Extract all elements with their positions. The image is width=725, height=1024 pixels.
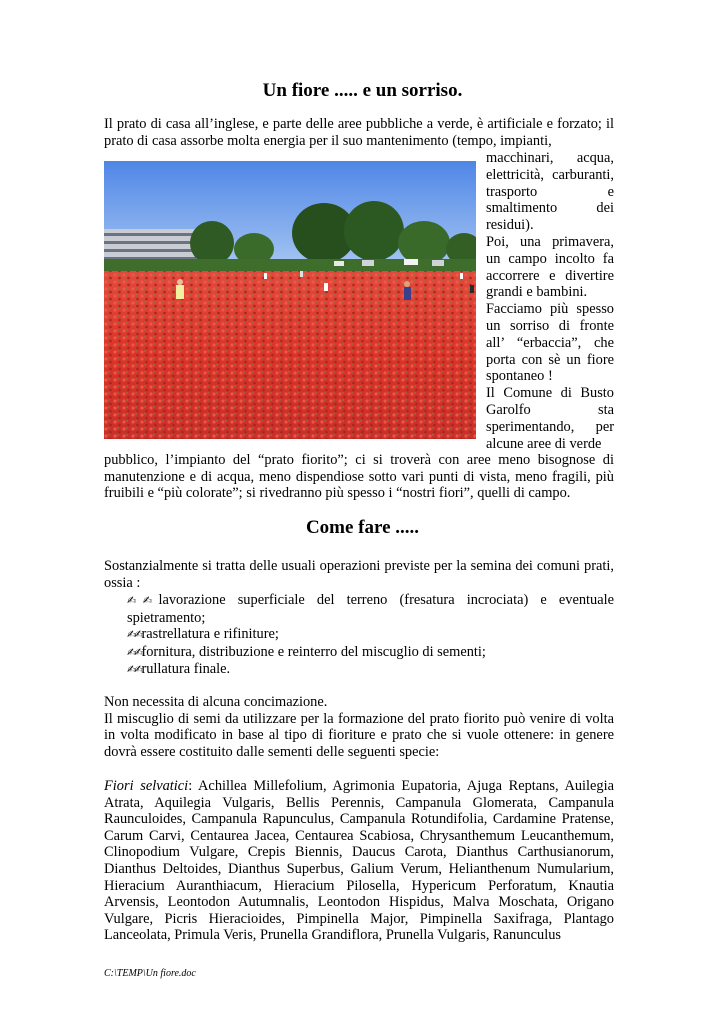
side-text-2: Poi, una primavera, un campo incolto fa accorrere e divertire grandi e bambini. (486, 233, 614, 301)
side-text-3: Facciamo più spesso un sorriso di fronte all’ “erbaccia”, che porta con sè un fiore spontaneo ! (486, 301, 614, 385)
poppy-field-photo (104, 161, 476, 439)
writing-hand-icon: ✍✍ (127, 645, 142, 659)
step-text: fornitura, distribuzione e reinterro del miscuglio di sementi; (141, 643, 486, 660)
mix-paragraph (104, 694, 614, 760)
step-text: lavorazione superficiale del terreno (fresatura incrociata) e eventuale spietramento; (127, 592, 614, 626)
list-item (127, 644, 614, 662)
intro-paragraph (104, 116, 614, 149)
file-path-footer: C:\TEMP\Un fiore.doc (104, 968, 196, 979)
writing-hand-icon: ✍✍ (127, 628, 142, 642)
nofert-text: Non necessita di alcuna concimazione. (104, 694, 328, 710)
side-column (486, 150, 614, 452)
intro-text: Il prato di casa all’inglese, e parte delle aree pubbliche a verde, è artificiale e forzato; il prato di casa assorbe molta energia per il suo mantenimento (tempo, impianti, (104, 116, 614, 149)
side-text-1: macchinari, acqua, elettricità, carburanti, trasporto e smaltimento dei residui). (486, 150, 614, 234)
species-label: Fiori selvatici (104, 778, 189, 794)
list-item (127, 661, 614, 679)
species-paragraph (104, 778, 614, 944)
mix-text: Il miscuglio di semi da utilizzare per la formazione del prato fiorito può venire di volta in volta modificato in base al tipo di fioriture e prato che si vuole ottenere: in genere dovrà essere costituito dalle sementi delle seguenti specie: (104, 710, 614, 760)
list-item (127, 626, 614, 644)
after-paragraph (104, 452, 614, 502)
page-title: Un fiore ..... e un sorriso. (262, 80, 463, 101)
section-title: Come fare ..... (305, 517, 420, 538)
species-text: : Achillea Millefolium, Agrimonia Eupatoria, Ajuga Reptans, Auilegia Atrata, Aquilegia Vulgaris, Bellis Perennis, Campanula Glomerata, Campanula Raunculoides, Campanula Rapunculus, Campanula Rotundifolia, Cardamine Pratense, Carum Carvi, Centaurea Jacea, Centaurea Scabiosa, Chrysanthemum Leucanthemum, Clinopodium Vulgare, Crepis Biennis, Daucus Carota, Dianthus Carthusianorum, Dianthus Deltoides, Dianthus Superbus, Galium Verum, Helianthenum Numularium, Hieracium Auranthiacum, Hieracium Pilosella, Hypericum Perforatum, Knautia Arvensis, Leontodon Autumnalis, Leontodon Hispidus, Malva Moschata, Origano Vulgare, Picris Hieracioides, Pimpinella Major, Pimpinella Saxifraga, Plantago Lanceolata, Primula Veris, Prunella Grandiflora, Prunella Vulgaris, Ranunculus (104, 778, 614, 944)
howto-paragraph (104, 558, 614, 591)
step-text: rastrellatura e rifiniture; (141, 626, 279, 643)
steps-list (127, 592, 614, 679)
list-item (127, 592, 614, 626)
writing-hand-icon: ✍✍ (127, 594, 159, 607)
writing-hand-icon: ✍✍ (127, 663, 142, 677)
after-text: pubblico, l’impianto del “prato fiorito”; ci si troverà con aree meno bisognose di manutenzione e di acqua, meno dispendiose sotto vari punti di vista, meno fragili, più fruibili e “più colorate”; si rivedranno più spesso i “nostri fiori”, quelli di campo. (104, 452, 614, 502)
step-text: rullatura finale. (141, 661, 231, 678)
howto-text: Sostanzialmente si tratta delle usuali operazioni previste per la semina dei comuni prati, ossia : (104, 558, 614, 591)
side-text-4: Il Comune di Busto Garolfo sta sperimentando, per alcune aree di verde (486, 385, 614, 452)
